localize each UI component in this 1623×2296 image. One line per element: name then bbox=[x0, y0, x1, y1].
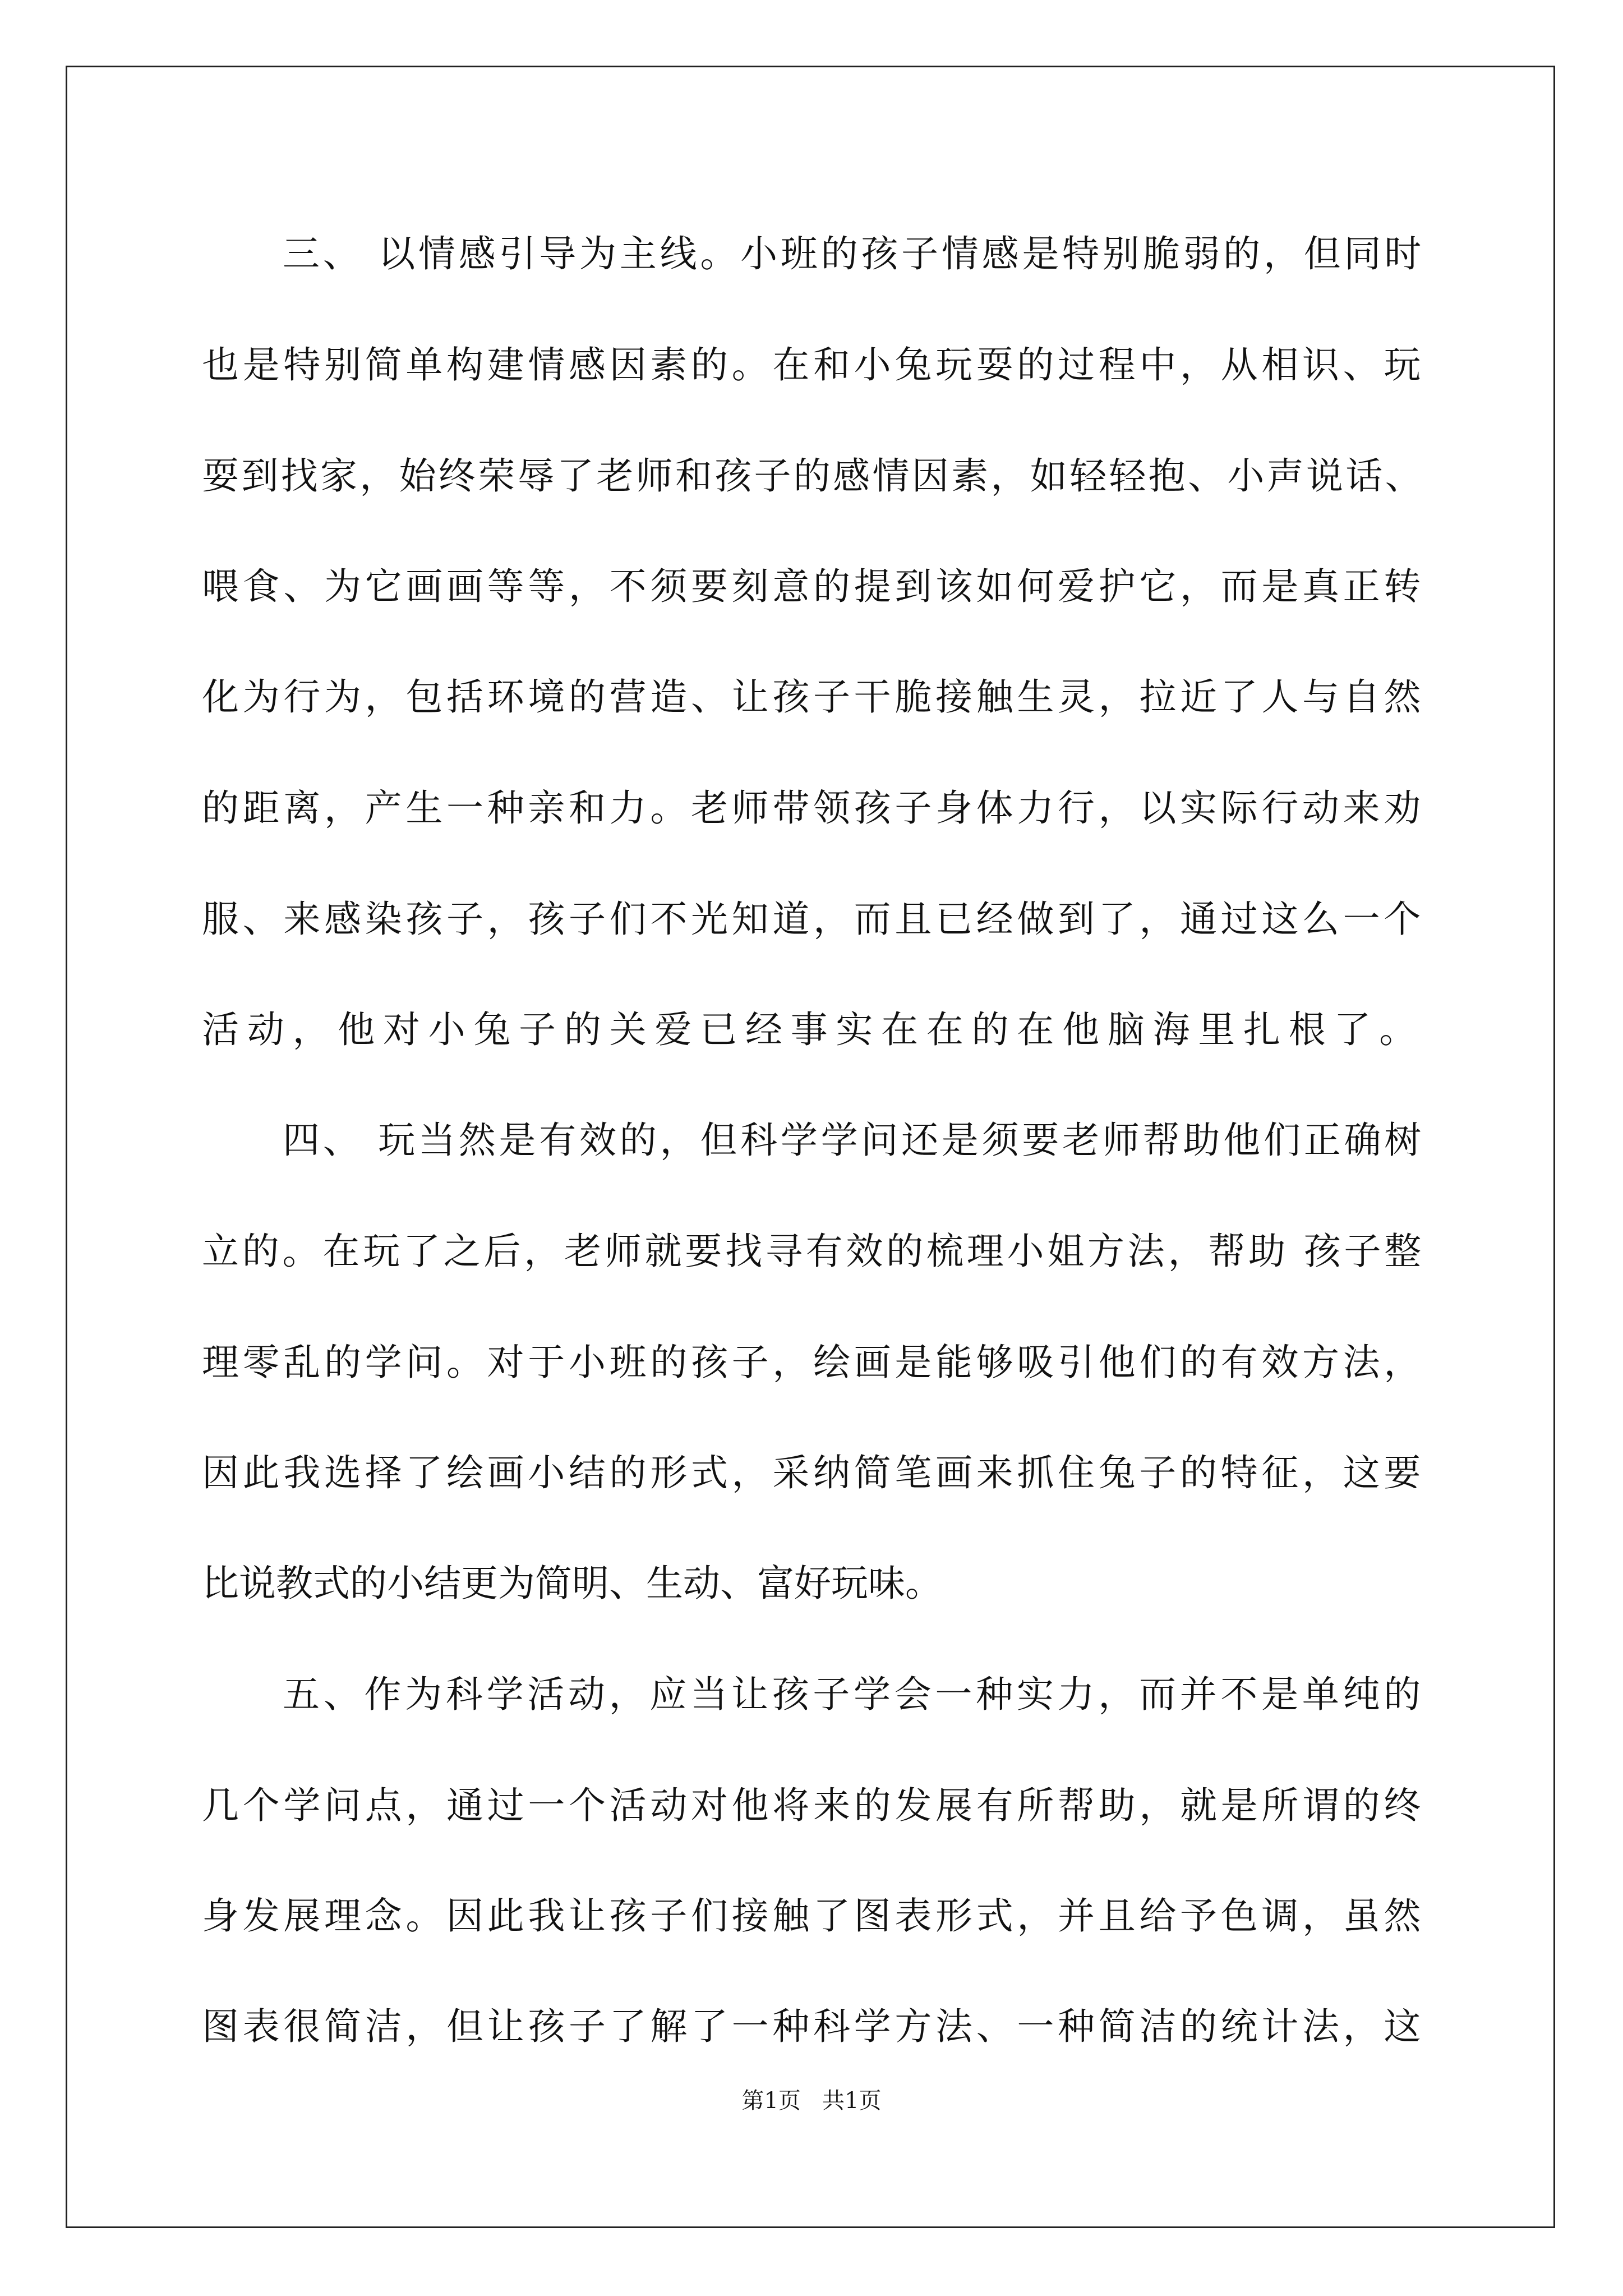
text-line: 图表很简洁，但让孩子了解了一种科学方法、一种简洁的统计法，这 bbox=[202, 2005, 1424, 2048]
text-line: 四、 玩当然是有效的，但科学学问还是须要老师帮助他们正确树 bbox=[283, 1119, 1424, 1162]
text-line: 的距离，产生一种亲和力。老师带领孩子身体力行，以实际行动来劝 bbox=[202, 786, 1424, 830]
page-number: 第1页 共1页 bbox=[741, 2088, 882, 2114]
text-line: 理零乱的学问。对于小班的孩子，绘画是能够吸引他们的有效方法， bbox=[202, 1341, 1424, 1384]
text-line: 立的。在玩了之后，老师就要找寻有效的梳理小姐方法，帮助 孩子整 bbox=[202, 1230, 1424, 1273]
text-line: 三、 以情感引导为主线。小班的孩子情感是特别脆弱的，但同时 bbox=[283, 232, 1424, 275]
text-line: 化为行为，包括环境的营造、让孩子干脆接触生灵，拉近了人与自然 bbox=[202, 675, 1424, 719]
text-line: 耍到找家，始终荣辱了老师和孩子的感情因素，如轻轻抱、小声说话、 bbox=[202, 454, 1424, 498]
text-line: 身发展理念。因此我让孩子们接触了图表形式，并且给予色调，虽然 bbox=[202, 1894, 1424, 1938]
text-line: 活动，他对小兔子的关爱已经事实在在的在他脑海里扎根了。 bbox=[202, 1008, 1424, 1051]
text-line: 喂食、为它画画等等，不须要刻意的提到该如何爱护它，而是真正转 bbox=[202, 565, 1424, 608]
text-line: 因此我选择了绘画小结的形式，采纳简笔画来抓住兔子的特征，这要 bbox=[202, 1451, 1424, 1494]
text-line: 五、作为科学活动，应当让孩子学会一种实力，而并不是单纯的 bbox=[283, 1673, 1424, 1716]
text-line: 服、来感染孩子，孩子们不光知道，而且已经做到了，通过这么一个 bbox=[202, 898, 1424, 941]
text-line: 几个学问点，通过一个活动对他将来的发展有所帮助，就是所谓的终 bbox=[202, 1784, 1424, 1827]
text-line: 比说教式的小结更为简明、生动、富好玩味。 bbox=[202, 1562, 942, 1605]
text-line: 也是特别简单构建情感因素的。在和小兔玩耍的过程中，从相识、玩 bbox=[202, 343, 1424, 386]
